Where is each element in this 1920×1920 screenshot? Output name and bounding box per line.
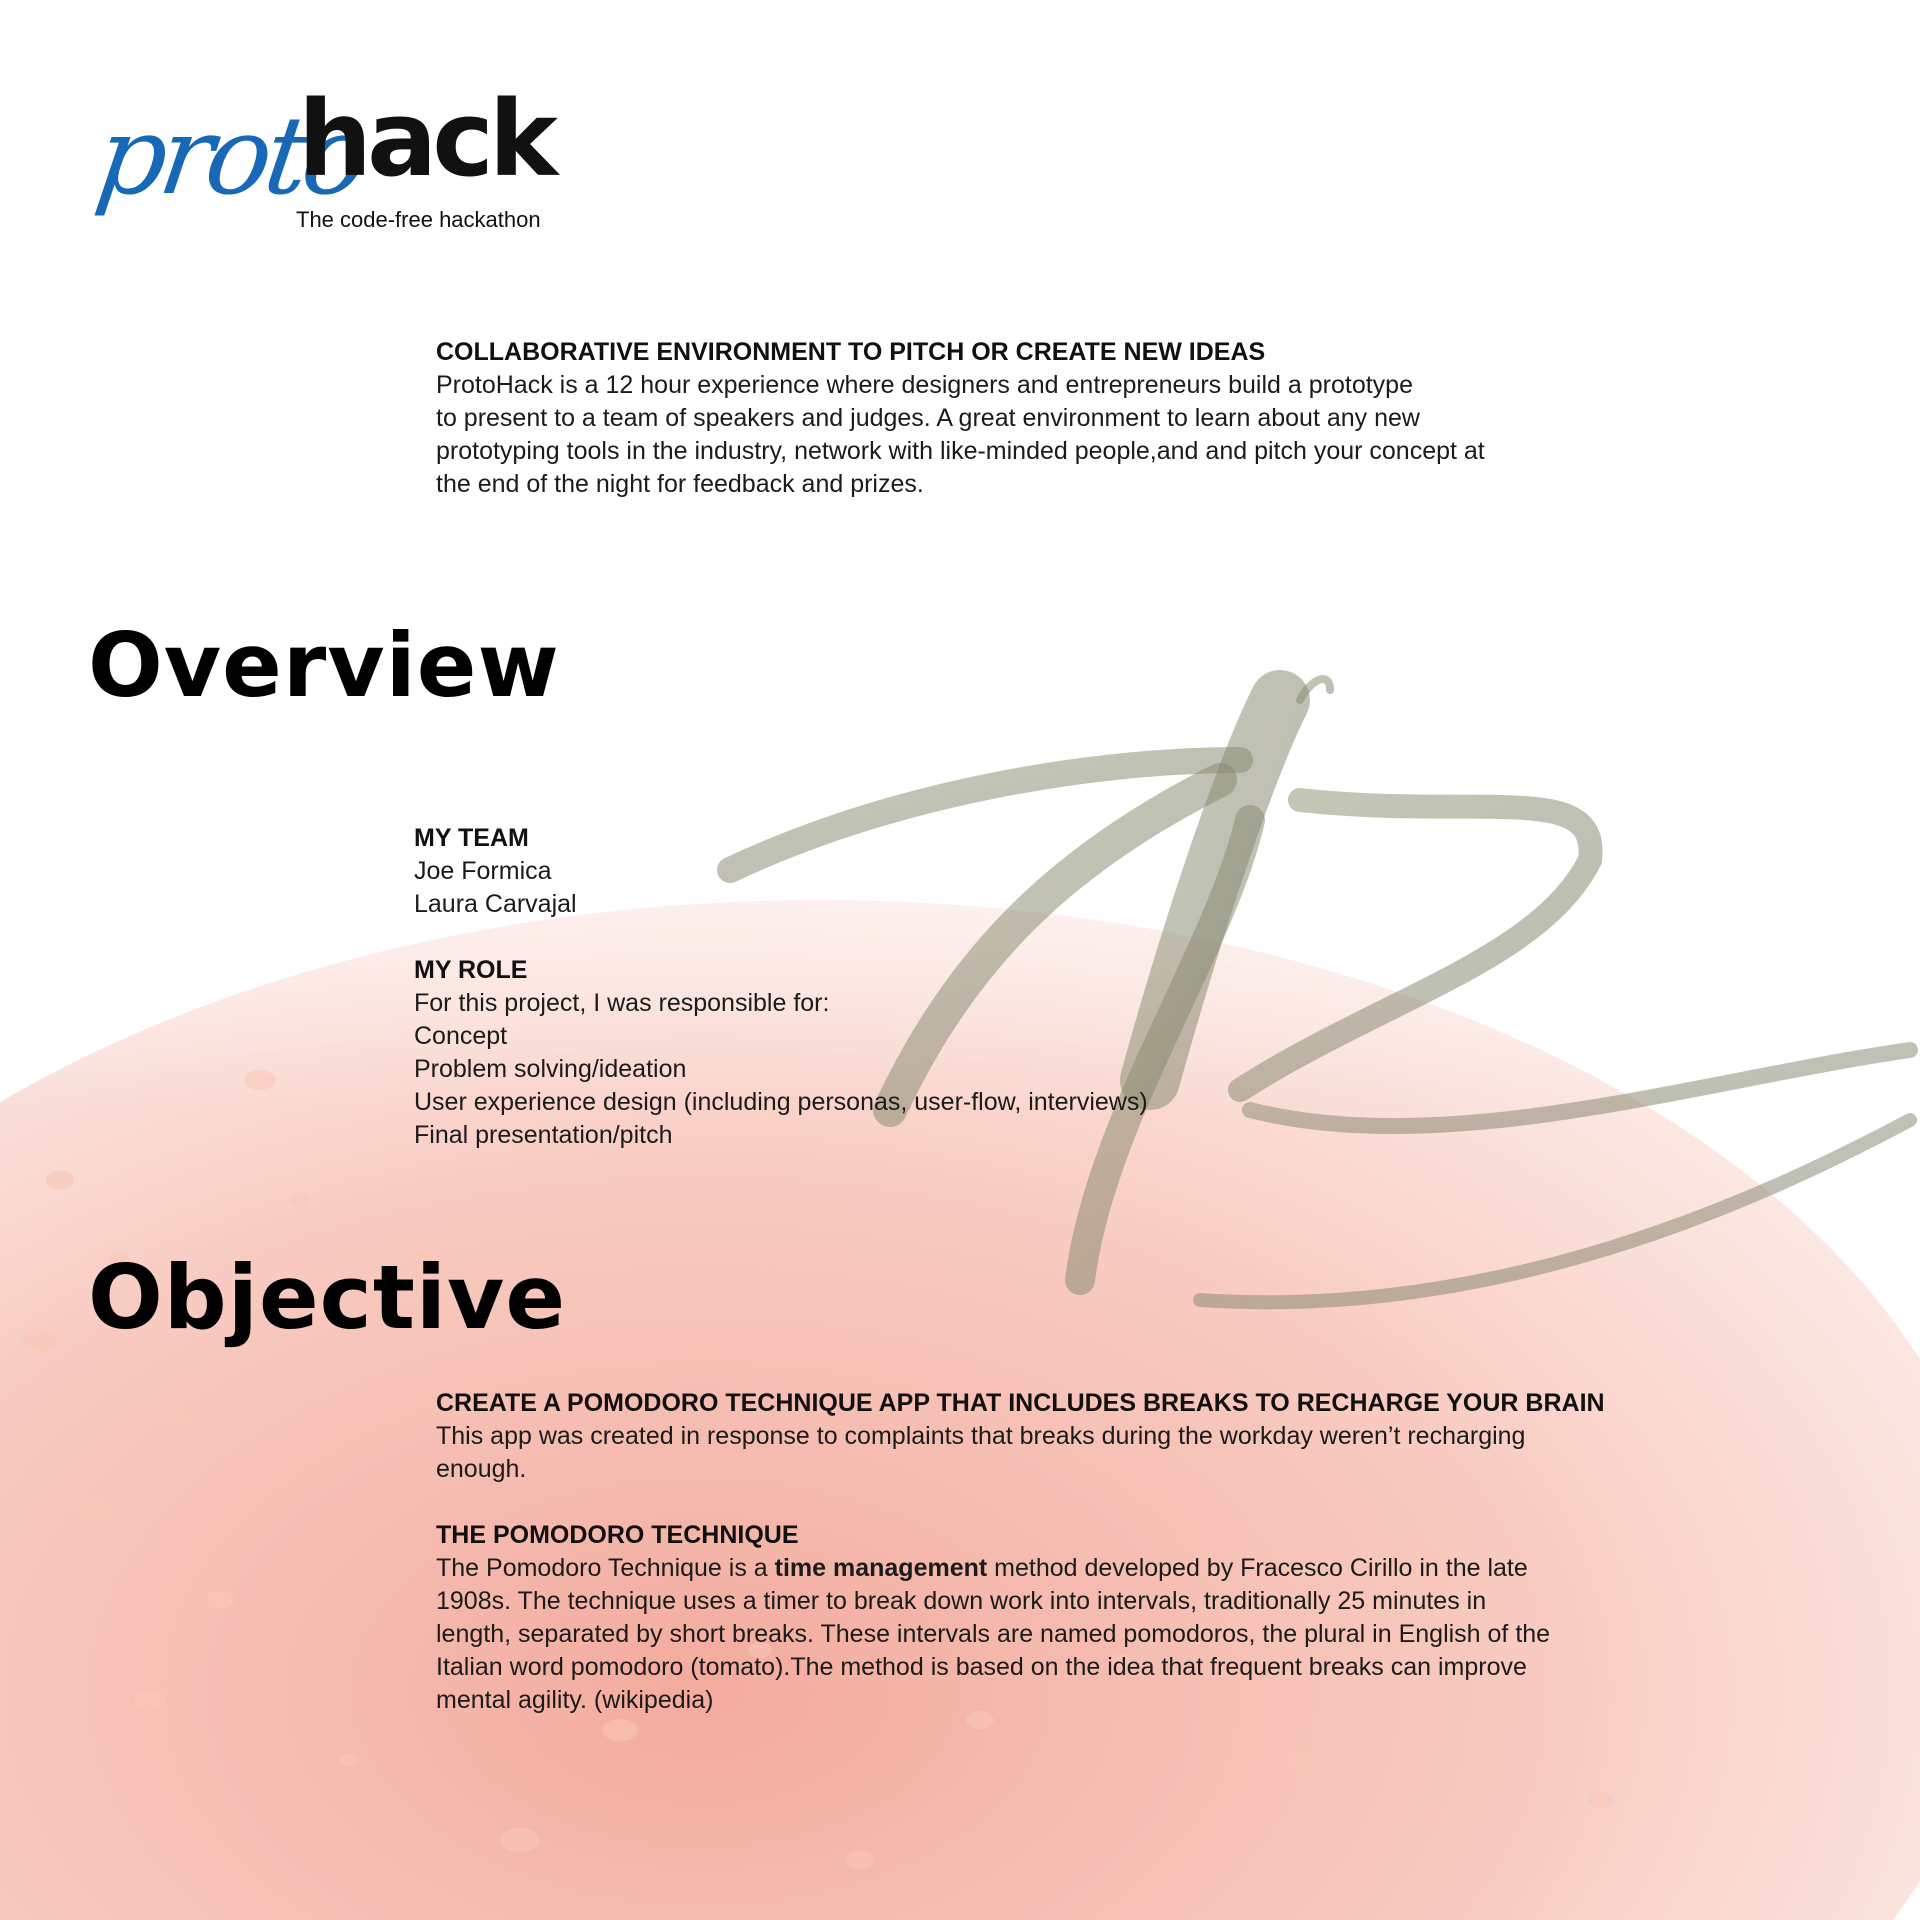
team-member: Laura Carvajal	[414, 890, 577, 918]
intro-line: the end of the night for feedback and prizes.	[436, 470, 924, 498]
objective-line: enough.	[436, 1455, 527, 1483]
technique-line: mental agility. (wikipedia)	[436, 1686, 714, 1714]
technique-bold-term: time management	[774, 1554, 988, 1582]
role-item: Problem solving/ideation	[414, 1055, 687, 1083]
technique-line: 1908s. The technique uses a timer to break down work into intervals, traditionally 25 minutes in	[436, 1587, 1487, 1615]
role-intro: For this project, I was responsible for:	[414, 989, 830, 1017]
objective-title: Objective	[88, 1246, 567, 1349]
role-heading: MY ROLE	[414, 956, 528, 984]
intro-heading: COLLABORATIVE ENVIRONMENT TO PITCH OR CREATE NEW IDEAS	[436, 338, 1266, 366]
role-item: Concept	[414, 1022, 508, 1050]
technique-text: method developed by Fracesco Cirillo in the late	[987, 1554, 1528, 1582]
role-item: Final presentation/pitch	[414, 1121, 673, 1149]
objective-heading: CREATE A POMODORO TECHNIQUE APP THAT INCLUDES BREAKS TO RECHARGE YOUR BRAIN	[436, 1389, 1605, 1417]
intro-line: to present to a team of speakers and judges. A great environment to learn about any new	[436, 404, 1420, 432]
overview-title: Overview	[88, 614, 560, 717]
logo-proto-text: proto	[89, 94, 372, 219]
intro-line: ProtoHack is a 12 hour experience where designers and entrepreneurs build a prototype	[436, 371, 1413, 399]
technique-line	[436, 1552, 1776, 1585]
intro-section	[436, 336, 1736, 501]
team-role-section	[414, 822, 1614, 1152]
technique-heading: THE POMODORO TECHNIQUE	[436, 1521, 799, 1549]
technique-line: Italian word pomodoro (tomato).The method is based on the idea that frequent breaks can improve	[436, 1653, 1527, 1681]
technique-line: length, separated by short breaks. These intervals are named pomodoros, the plural in English of the	[436, 1620, 1551, 1648]
role-item: User experience design (including personas, user-flow, interviews)	[414, 1088, 1148, 1116]
protohack-logo	[89, 78, 558, 245]
team-heading: MY TEAM	[414, 824, 529, 852]
logo-tagline: The code-free hackathon	[296, 207, 541, 232]
team-member: Joe Formica	[414, 857, 552, 885]
logo-hack-text: hack	[298, 78, 554, 200]
objective-line: This app was created in response to complaints that breaks during the workday weren’t recharging	[436, 1422, 1526, 1450]
intro-line: prototyping tools in the industry, network with like-minded people,and and pitch your concept at	[436, 437, 1485, 465]
technique-text: The Pomodoro Technique is a	[436, 1554, 775, 1582]
objective-section	[436, 1387, 1776, 1717]
